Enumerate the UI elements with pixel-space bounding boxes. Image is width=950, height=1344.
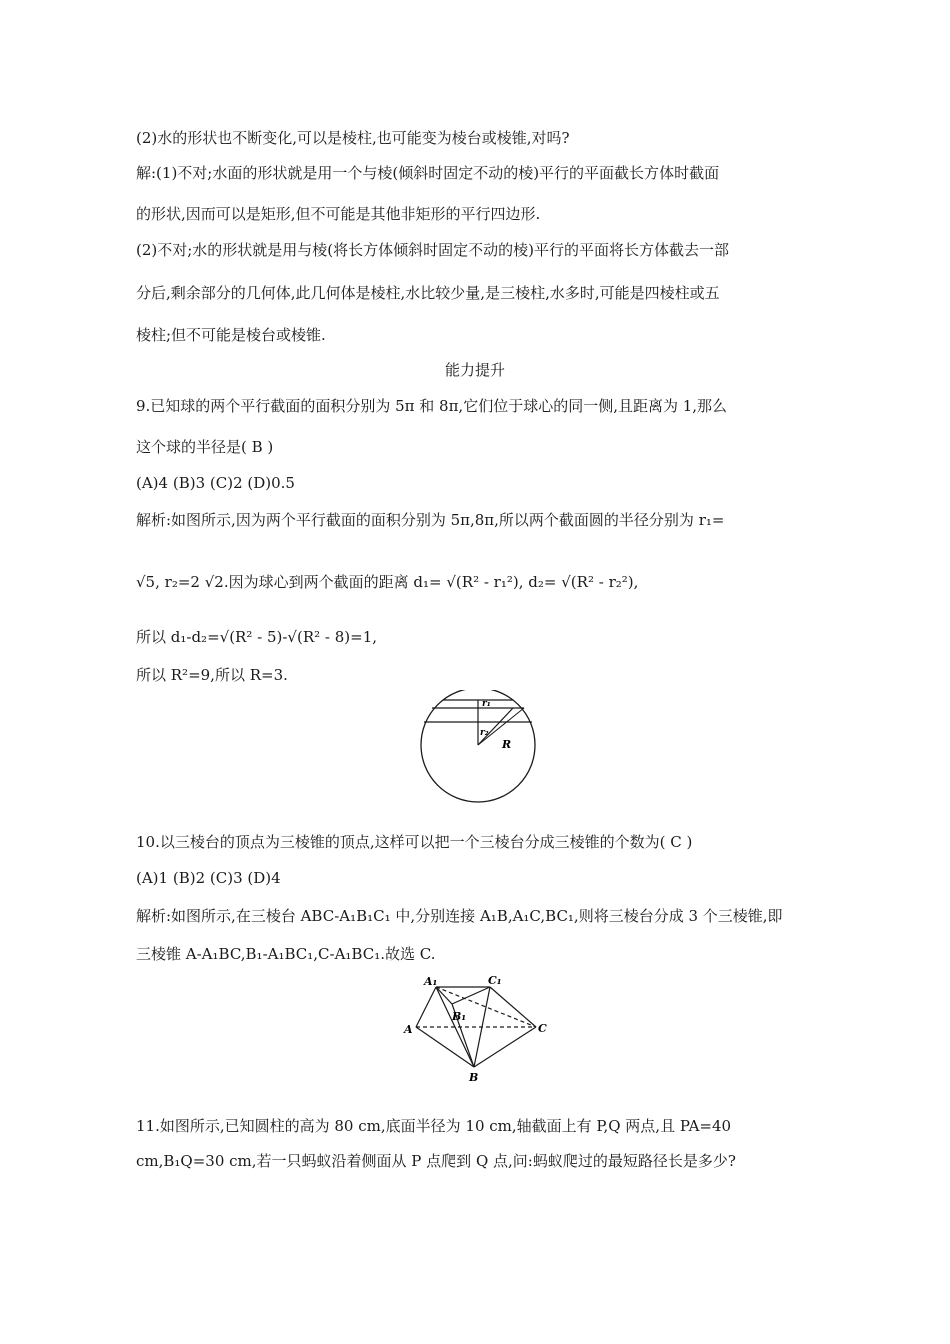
- q9-solution-line2: [136, 572, 638, 592]
- edge-CC1: [490, 987, 536, 1027]
- radius-R2: [478, 708, 524, 745]
- frustum-figure: [396, 972, 556, 1084]
- q9-line1: 9.已知球的两个平行截面的面积分别为 5π 和 8π,它们位于球心的同一侧,且距离为 1,那么: [136, 397, 728, 415]
- q9-solution-line1: 解析:如图所示,因为两个平行截面的面积分别为 5π,8π,所以两个截面圆的半径分别为 r₁=: [136, 511, 725, 529]
- label-C: C: [538, 1022, 547, 1035]
- section-title: 能力提升: [444, 361, 505, 379]
- q9-solution-line4: 所以 R²=9,所以 R=3.: [136, 666, 288, 684]
- text-line-a2-1: (2)不对;水的形状就是用与棱(将长方体倾斜时固定不动的棱)平行的平面将长方体截去一部: [136, 241, 730, 259]
- edge-AB: [416, 1027, 474, 1067]
- q9-solution-line3: 所以 d₁-d₂=√(R² - 5)-√(R² - 8)=1,: [136, 628, 378, 646]
- d1-formula: √(R² - r₁²): [446, 573, 519, 591]
- r2-label: r₂=2: [159, 573, 200, 591]
- label-A: A: [404, 1023, 413, 1036]
- q11-line2: cm,B₁Q=30 cm,若一只蚂蚁沿着侧面从 P 点爬到 Q 点,问:蚂蚁爬过的最短路径长是多少?: [136, 1152, 736, 1170]
- q10-line1: 10.以三棱台的顶点为三棱锥的顶点,这样可以把一个三棱台分成三棱锥的个数为( C ): [136, 833, 693, 851]
- label-R: R: [502, 738, 512, 751]
- q11-line1: 11.如图所示,已知圆柱的高为 80 cm,底面半径为 10 cm,轴截面上有 P,Q 两点,且 PA=40: [136, 1117, 732, 1135]
- d2-label: , d₂=: [518, 573, 557, 591]
- label-A1: A₁: [424, 975, 438, 988]
- sphere-figure: [410, 690, 550, 812]
- text-line-q2: (2)水的形状也不断变化,可以是棱柱,也可能变为棱台或棱锥,对吗?: [136, 129, 570, 147]
- q9-line2: 这个球的半径是( B ): [136, 438, 274, 456]
- label-B: B: [469, 1071, 479, 1084]
- d2-formula: √(R² - r₂²): [561, 573, 634, 591]
- edge-AA1: [416, 987, 436, 1027]
- text-line-a1-1: 解:(1)不对;水面的形状就是用一个与棱(倾斜时固定不动的棱)平行的平面截长方体时截面: [136, 164, 720, 182]
- edge-BC: [474, 1027, 536, 1067]
- text-line-a1-2: 的形状,因而可以是矩形,但不可能是其他非矩形的平行四边形.: [136, 205, 541, 223]
- label-r1: r₁: [482, 699, 491, 709]
- label-r2: r₂: [480, 728, 489, 738]
- label-C1: C₁: [488, 974, 502, 987]
- comma: ,: [633, 573, 639, 591]
- distance-text: .因为球心到两个截面的距离 d₁=: [223, 573, 442, 591]
- text-line-a2-3: 棱柱;但不可能是棱台或棱锥.: [136, 326, 326, 344]
- q9-options: (A)4 (B)3 (C)2 (D)0.5: [136, 474, 295, 492]
- text-line-a2-2: 分后,剩余部分的几何体,此几何体是棱柱,水比较少量,是三棱柱,水多时,可能是四棱柱或五: [136, 284, 720, 302]
- sqrt2: √2: [204, 573, 224, 591]
- sqrt5: √5,: [136, 573, 160, 591]
- q10-options: (A)1 (B)2 (C)3 (D)4: [136, 869, 281, 887]
- label-B1: B₁: [452, 1010, 467, 1023]
- q10-solution-line1: 解析:如图所示,在三棱台 ABC-A₁B₁C₁ 中,分别连接 A₁B,A₁C,BC₁,则将三棱台分成 3 个三棱锥,即: [136, 907, 783, 925]
- edge-A1B1: [436, 987, 452, 1004]
- q10-solution-line2: 三棱锥 A-A₁BC,B₁-A₁BC₁,C-A₁BC₁.故选 C.: [136, 945, 436, 963]
